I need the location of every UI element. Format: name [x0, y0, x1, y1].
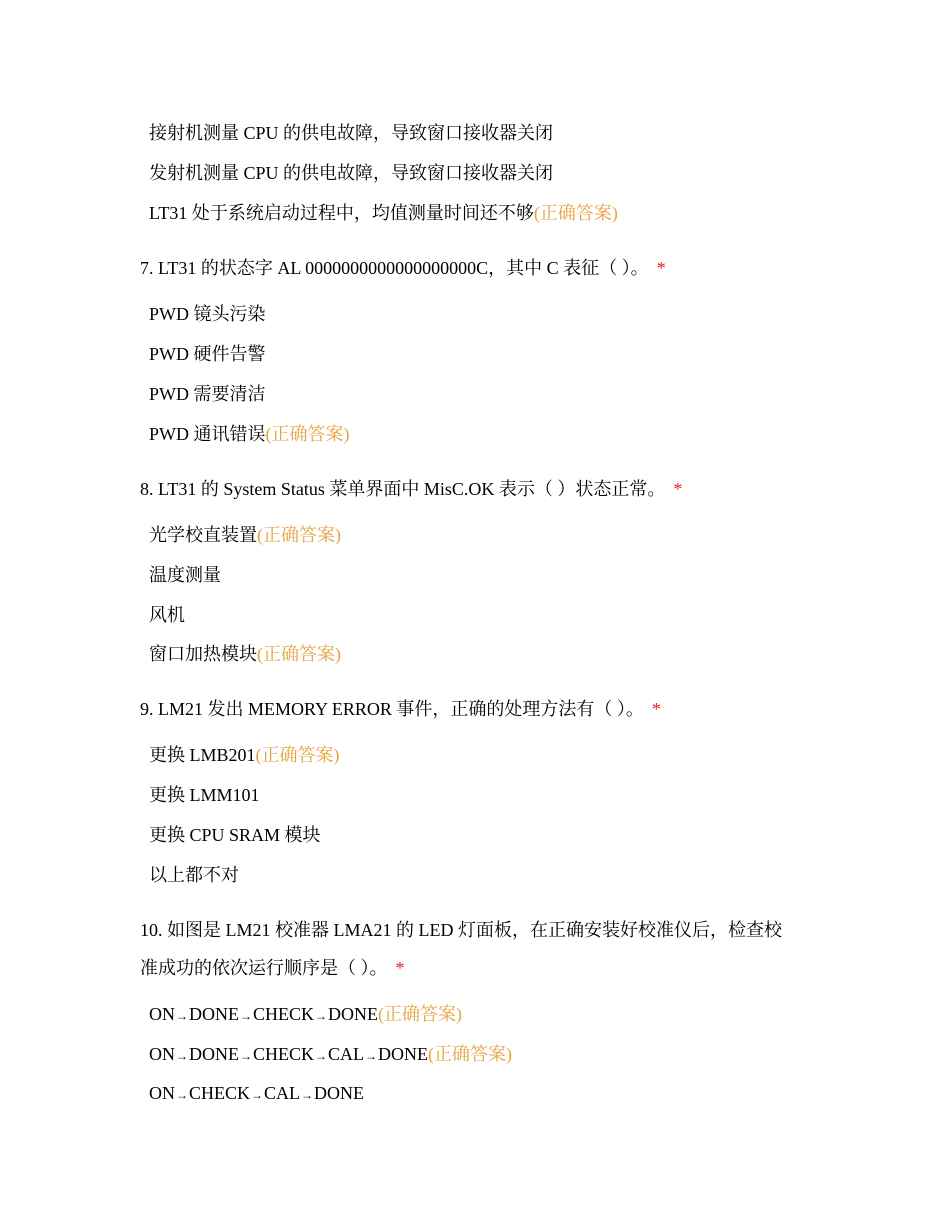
- option-label: 接射机测量 CPU 的供电故障，导致窗口接收器关闭: [149, 123, 554, 143]
- prev-option-3[interactable]: [149, 200, 618, 226]
- question-text: 10. 如图是 LM21 校准器 LMA21 的 LED 灯面板，在正确安装好校准仪后，检查校: [140, 920, 782, 940]
- step-label: CAL: [264, 1083, 301, 1103]
- step-label: DONE: [189, 1004, 239, 1024]
- arrow-icon: →: [240, 1049, 252, 1063]
- option-label: 更换 LMM101: [149, 785, 260, 805]
- arrow-icon: →: [176, 1088, 188, 1102]
- correct-answer-tag: (正确答案): [378, 1004, 463, 1024]
- option-label: LT31 处于系统启动过程中，均值测量时间还不够: [149, 203, 534, 223]
- q8-option-3[interactable]: [149, 602, 185, 628]
- option-label: 发射机测量 CPU 的供电故障，导致窗口接收器关闭: [149, 163, 554, 183]
- correct-answer-tag: (正确答案): [533, 203, 618, 223]
- step-label: DONE: [328, 1004, 379, 1024]
- q7-option-1[interactable]: [149, 301, 266, 327]
- q8-option-4[interactable]: [149, 641, 341, 667]
- q9-option-3[interactable]: [149, 822, 321, 848]
- question-text: 9. LM21 发出 MEMORY ERROR 事件，正确的处理方法有（ ）。: [140, 699, 644, 719]
- option-label: PWD 需要清洁: [149, 384, 266, 404]
- option-label: 更换 LMB201: [149, 745, 256, 765]
- q10-option-2[interactable]: [149, 1041, 512, 1067]
- required-mark: *: [395, 958, 405, 978]
- q7-option-4[interactable]: [149, 421, 350, 447]
- option-label: 以上都不对: [149, 865, 239, 885]
- prev-option-2[interactable]: [149, 160, 553, 186]
- question-7-title: [140, 255, 666, 281]
- question-text: 7. LT31 的状态字 AL 0000000000000000000C，其中 C 表征（ ）。: [140, 258, 649, 278]
- question-text: 8. LT31 的 System Status 菜单界面中 MisC.OK 表示（ ）状态正常。: [140, 479, 666, 499]
- question-10-title-line-1: [140, 917, 782, 943]
- option-label: 风机: [149, 605, 185, 625]
- option-label: 光学校直装置: [149, 525, 257, 545]
- option-label: 温度测量: [149, 565, 221, 585]
- arrow-icon: →: [315, 1049, 328, 1063]
- q8-option-2[interactable]: [149, 562, 221, 588]
- question-text: 准成功的依次运行顺序是（ ）。: [140, 958, 388, 978]
- question-10-title-line-2: [140, 955, 405, 981]
- step-label: CAL: [328, 1044, 365, 1064]
- arrow-icon: →: [315, 1009, 328, 1023]
- correct-answer-tag: (正确答案): [255, 745, 340, 765]
- q9-option-1[interactable]: [149, 742, 340, 768]
- required-mark: *: [656, 258, 666, 278]
- step-label: DONE: [189, 1044, 239, 1064]
- step-label: ON: [149, 1004, 175, 1024]
- option-label: PWD 通讯错误: [149, 424, 266, 444]
- option-label: PWD 硬件告警: [149, 344, 266, 364]
- step-label: ON: [149, 1083, 175, 1103]
- q10-option-3[interactable]: [149, 1080, 364, 1106]
- correct-answer-tag: (正确答案): [428, 1044, 513, 1064]
- q8-option-1[interactable]: [149, 522, 341, 548]
- option-label: 窗口加热模块: [149, 644, 257, 664]
- correct-answer-tag: (正确答案): [265, 424, 350, 444]
- arrow-icon: →: [240, 1009, 252, 1023]
- step-label: DONE: [378, 1044, 429, 1064]
- arrow-icon: →: [301, 1088, 314, 1102]
- required-mark: *: [673, 479, 683, 499]
- correct-answer-tag: (正确答案): [257, 525, 341, 545]
- q7-option-3[interactable]: [149, 381, 266, 407]
- q9-option-2[interactable]: [149, 782, 260, 808]
- arrow-icon: →: [176, 1009, 188, 1023]
- step-label: ON: [149, 1044, 175, 1064]
- correct-answer-tag: (正确答案): [257, 644, 341, 664]
- required-mark: *: [651, 699, 661, 719]
- step-label: CHECK: [253, 1044, 315, 1064]
- q10-option-1[interactable]: [149, 1001, 462, 1027]
- arrow-icon: →: [365, 1049, 378, 1063]
- q7-option-2[interactable]: [149, 341, 266, 367]
- arrow-icon: →: [176, 1049, 188, 1063]
- prev-option-1[interactable]: [149, 120, 553, 146]
- option-label: PWD 镜头污染: [149, 304, 266, 324]
- arrow-icon: →: [251, 1088, 264, 1102]
- step-label: CHECK: [189, 1083, 251, 1103]
- question-8-title: [140, 476, 682, 502]
- q9-option-4[interactable]: [149, 862, 239, 888]
- question-9-title: [140, 696, 661, 722]
- step-label: DONE: [314, 1083, 365, 1103]
- step-label: CHECK: [253, 1004, 315, 1024]
- option-label: 更换 CPU SRAM 模块: [149, 825, 321, 845]
